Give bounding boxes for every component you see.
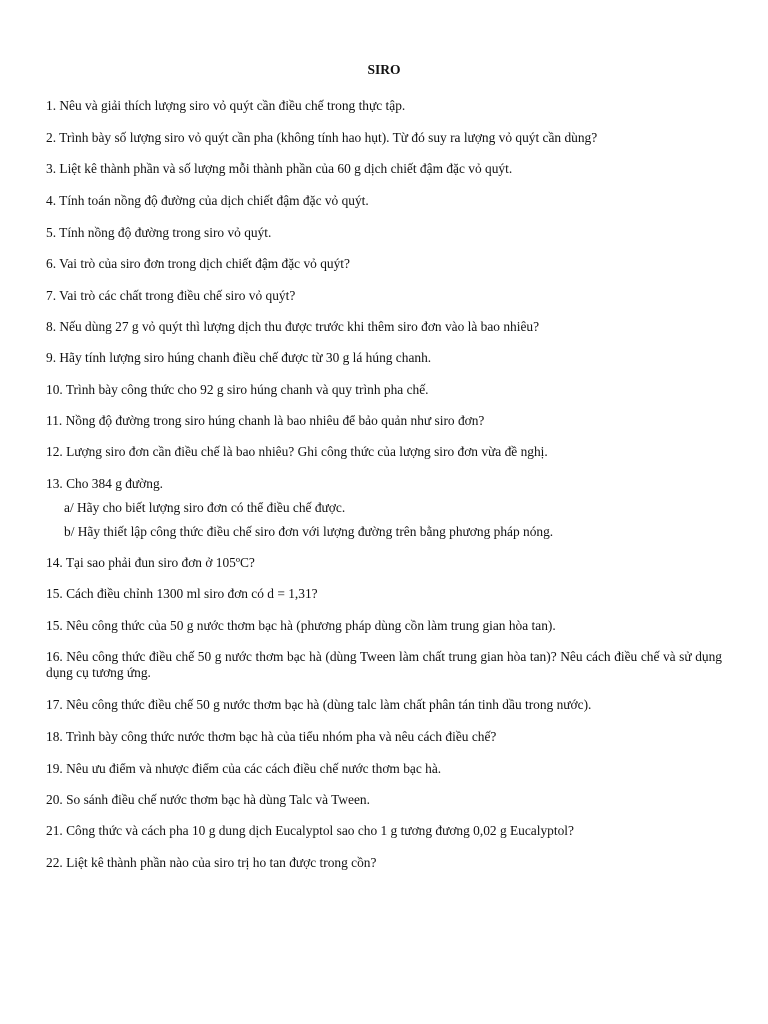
question-2: 2. Trình bày số lượng siro vỏ quýt cần pha (không tính hao hụt). Từ đó suy ra lượng vỏ quýt cần dùng?	[46, 130, 598, 145]
question-7: 7. Vai trò các chất trong điều chế siro vỏ quýt?	[46, 288, 296, 303]
question-3: 3. Liệt kê thành phần và số lượng mỗi thành phần của 60 g dịch chiết đậm đặc vỏ quýt.	[46, 161, 513, 176]
question-13: 13. Cho 384 g đường.	[46, 476, 164, 491]
question-15a: 15. Cách điều chỉnh 1300 ml siro đơn có d = 1,31?	[46, 586, 318, 601]
question-13-part-b: b/ Hãy thiết lập công thức điều chế siro đơn với lượng đường trên bằng phương pháp nóng.	[64, 524, 554, 539]
question-6: 6. Vai trò của siro đơn trong dịch chiết đậm đặc vỏ quýt?	[46, 256, 350, 271]
question-1: 1. Nêu và giải thích lượng siro vỏ quýt cần điều chế trong thực tập.	[46, 98, 406, 113]
question-14: 14. Tại sao phải đun siro đơn ở 105ºC?	[46, 555, 255, 570]
question-8: 8. Nếu dùng 27 g vỏ quýt thì lượng dịch thu được trước khi thêm siro đơn vào là bao nhiêu?	[46, 319, 540, 334]
question-5: 5. Tính nồng độ đường trong siro vỏ quýt.	[46, 225, 272, 240]
question-9: 9. Hãy tính lượng siro húng chanh điều chế được từ 30 g lá húng chanh.	[46, 350, 432, 365]
question-22: 22. Liệt kê thành phần nào của siro trị ho tan được trong cồn?	[46, 855, 377, 870]
question-13-part-a: a/ Hãy cho biết lượng siro đơn có thể điều chế được.	[64, 500, 346, 515]
question-12: 12. Lượng siro đơn cần điều chế là bao nhiêu? Ghi công thức của lượng siro đơn vừa đề nghị.	[46, 444, 548, 459]
question-20: 20. So sánh điều chế nước thơm bạc hà dùng Talc và Tween.	[46, 792, 370, 807]
page-title: SIRO	[367, 62, 401, 77]
question-19: 19. Nêu ưu điểm và nhược điểm của các cách điều chế nước thơm bạc hà.	[46, 761, 442, 776]
question-16: 16. Nêu công thức điều chế 50 g nước thơm bạc hà (dùng Tween làm chất trung gian hòa tan)? Nêu cách điều chế và sử dụng dụng cụ tương ứng.	[46, 649, 722, 680]
question-17: 17. Nêu công thức điều chế 50 g nước thơm bạc hà (dùng talc làm chất phân tán tinh dầu trong nước).	[46, 697, 592, 712]
question-18: 18. Trình bày công thức nước thơm bạc hà của tiểu nhóm pha và nêu cách điều chế?	[46, 729, 497, 744]
question-21: 21. Công thức và cách pha 10 g dung dịch Eucalyptol sao cho 1 g tương đương 0,02 g Eucalyptol?	[46, 823, 574, 838]
question-4: 4. Tính toán nồng độ đường của dịch chiết đậm đặc vỏ quýt.	[46, 193, 369, 208]
question-10: 10. Trình bày công thức cho 92 g siro húng chanh và quy trình pha chế.	[46, 382, 429, 397]
question-11: 11. Nồng độ đường trong siro húng chanh là bao nhiêu để bảo quản như siro đơn?	[46, 413, 485, 428]
question-15b: 15. Nêu công thức của 50 g nước thơm bạc hà (phương pháp dùng cồn làm trung gian hòa tan).	[46, 618, 556, 633]
